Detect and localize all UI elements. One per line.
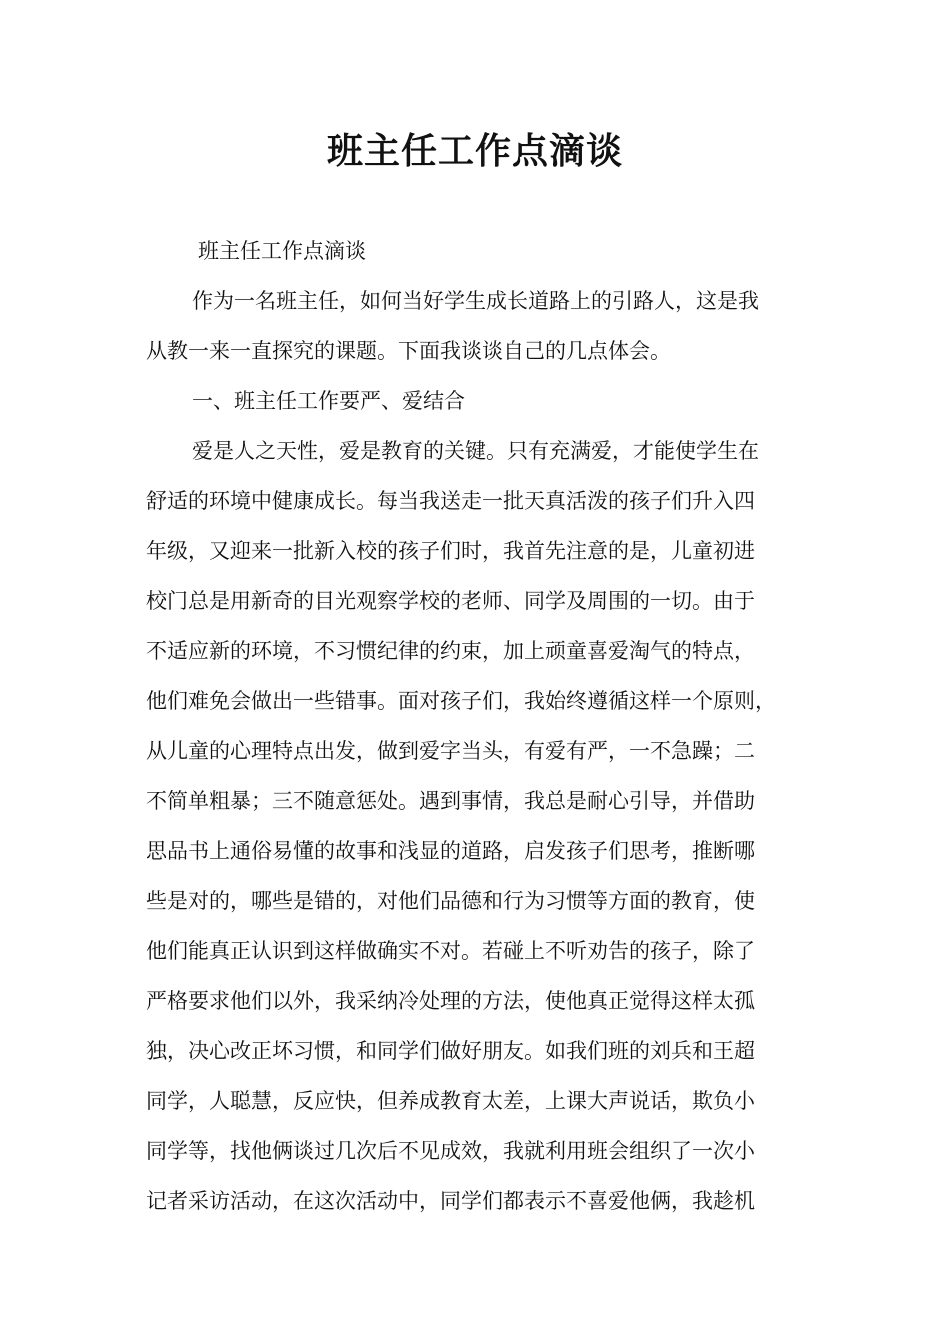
- paragraph-line: 严格要求他们以外，我采纳冷处理的方法，使他真正觉得这样太孤: [146, 989, 755, 1013]
- paragraph-line: 他们能真正认识到这样做确实不对。若碰上不听劝告的孩子，除了: [146, 939, 755, 963]
- paragraph-line: 舒适的环境中健康成长。每当我送走一批天真活泼的孩子们升入四: [146, 489, 755, 513]
- paragraph-line: 年级，又迎来一批新入校的孩子们时，我首先注意的是，儿童初进: [146, 539, 755, 563]
- paragraph-line: 不适应新的环境，不习惯纪律的约束，加上顽童喜爱淘气的特点，: [146, 639, 755, 663]
- paragraph-line: 些是对的，哪些是错的，对他们品德和行为习惯等方面的教育，使: [146, 889, 755, 913]
- paragraph-line: 记者采访活动，在这次活动中，同学们都表示不喜爱他俩，我趁机: [146, 1189, 755, 1213]
- paragraph-line: 爱是人之天性，爱是教育的关键。只有充满爱，才能使学生在: [192, 439, 759, 463]
- paragraph-line: 从儿童的心理特点出发，做到爱字当头，有爱有严，一不急躁；二: [146, 739, 755, 763]
- paragraph-line: 从教一来一直探究的课题。下面我谈谈自己的几点体会。: [146, 339, 671, 363]
- paragraph-line: 他们难免会做出一些错事。面对孩子们，我始终遵循这样一个原则，: [146, 689, 776, 713]
- section-heading: 一、班主任工作要严、爱结合: [192, 389, 465, 413]
- paragraph-line: 同学，人聪慧，反应快，但养成教育太差，上课大声说话，欺负小: [146, 1089, 755, 1113]
- paragraph-line: 不简单粗暴；三不随意惩处。遇到事情，我总是耐心引导，并借助: [146, 789, 755, 813]
- paragraph-line: 思品书上通俗易懂的故事和浅显的道路，启发孩子们思考，推断哪: [146, 839, 755, 863]
- paragraph-line: 作为一名班主任，如何当好学生成长道路上的引路人，这是我: [192, 289, 759, 313]
- paragraph-line: 同学等，找他俩谈过几次后不见成效，我就利用班会组织了一次小: [146, 1139, 755, 1163]
- paragraph-line: 校门总是用新奇的目光观察学校的老师、同学及周围的一切。由于: [146, 589, 755, 613]
- paragraph-line: 独，决心改正坏习惯，和同学们做好朋友。如我们班的刘兵和王超: [146, 1039, 755, 1063]
- document-title: 班主任工作点滴谈: [326, 131, 623, 172]
- subtitle-line: 班主任工作点滴谈: [198, 239, 366, 263]
